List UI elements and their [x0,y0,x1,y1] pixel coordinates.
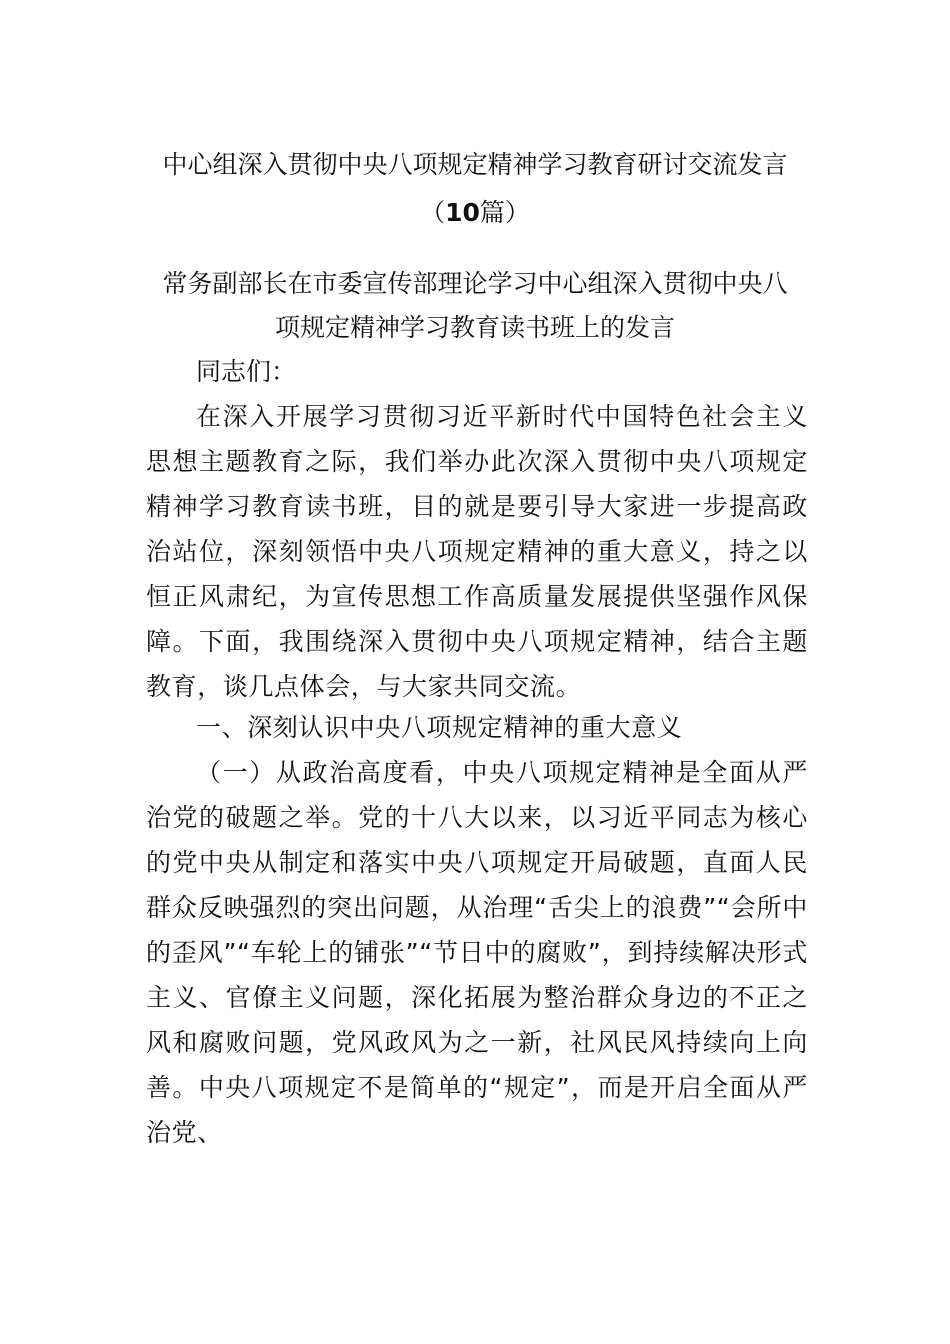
document-title-count [0,196,950,230]
section-heading-1: 一、深刻认识中央八项规定精神的重大意义 [196,713,683,742]
speech-title-line-1: 常务副部长在市委宣传部理论学习中心组深入贯彻中央八 [162,269,788,298]
speech-title-line-2: 项规定精神学习教育读书班上的发言 [274,313,675,342]
document-title: 中心组深入贯彻中央八项规定精神学习教育研讨交流发言 [162,150,788,179]
paragraph-section-1-1: （一）从政治高度看，中央八项规定精神是全面从严治党的破题之举。党的十八大以来，以习近平同志为核心的党中央从制定和落实中央八项规定开局破题，直面人民群众反映强烈的突出问题，从治理“舌尖上的浪费”“会所中的歪风”“车轮上的铺张”“节日中的腐败”，到持续解决形式主义、官僚主义问题，深化拓展为整治群众身边的不正之风和腐败问题，党风政风为之一新，社风民风持续向上向善。中央八项规定不是简单的“规定”，而是开启全面从严治党、 [146,758,808,1147]
salutation: 同志们： [196,357,297,386]
count-open: （ [420,198,446,227]
paragraph-intro: 在深入开展学习贯彻习近平新时代中国特色社会主义思想主题教育之际，我们举办此次深入贯彻中央八项规定精神学习教育读书班，目的就是要引导大家进一步提高政治站位，深刻领悟中央八项规定精神的重大意义，持之以恒正风肃纪，为宣传思想工作高质量发展提供坚强作风保障。下面，我围绕深入贯彻中央八项规定精神，结合主题教育，谈几点体会，与大家共同交流。 [146,402,808,701]
count-number: 10 [445,198,480,227]
count-close: 篇） [479,198,530,227]
